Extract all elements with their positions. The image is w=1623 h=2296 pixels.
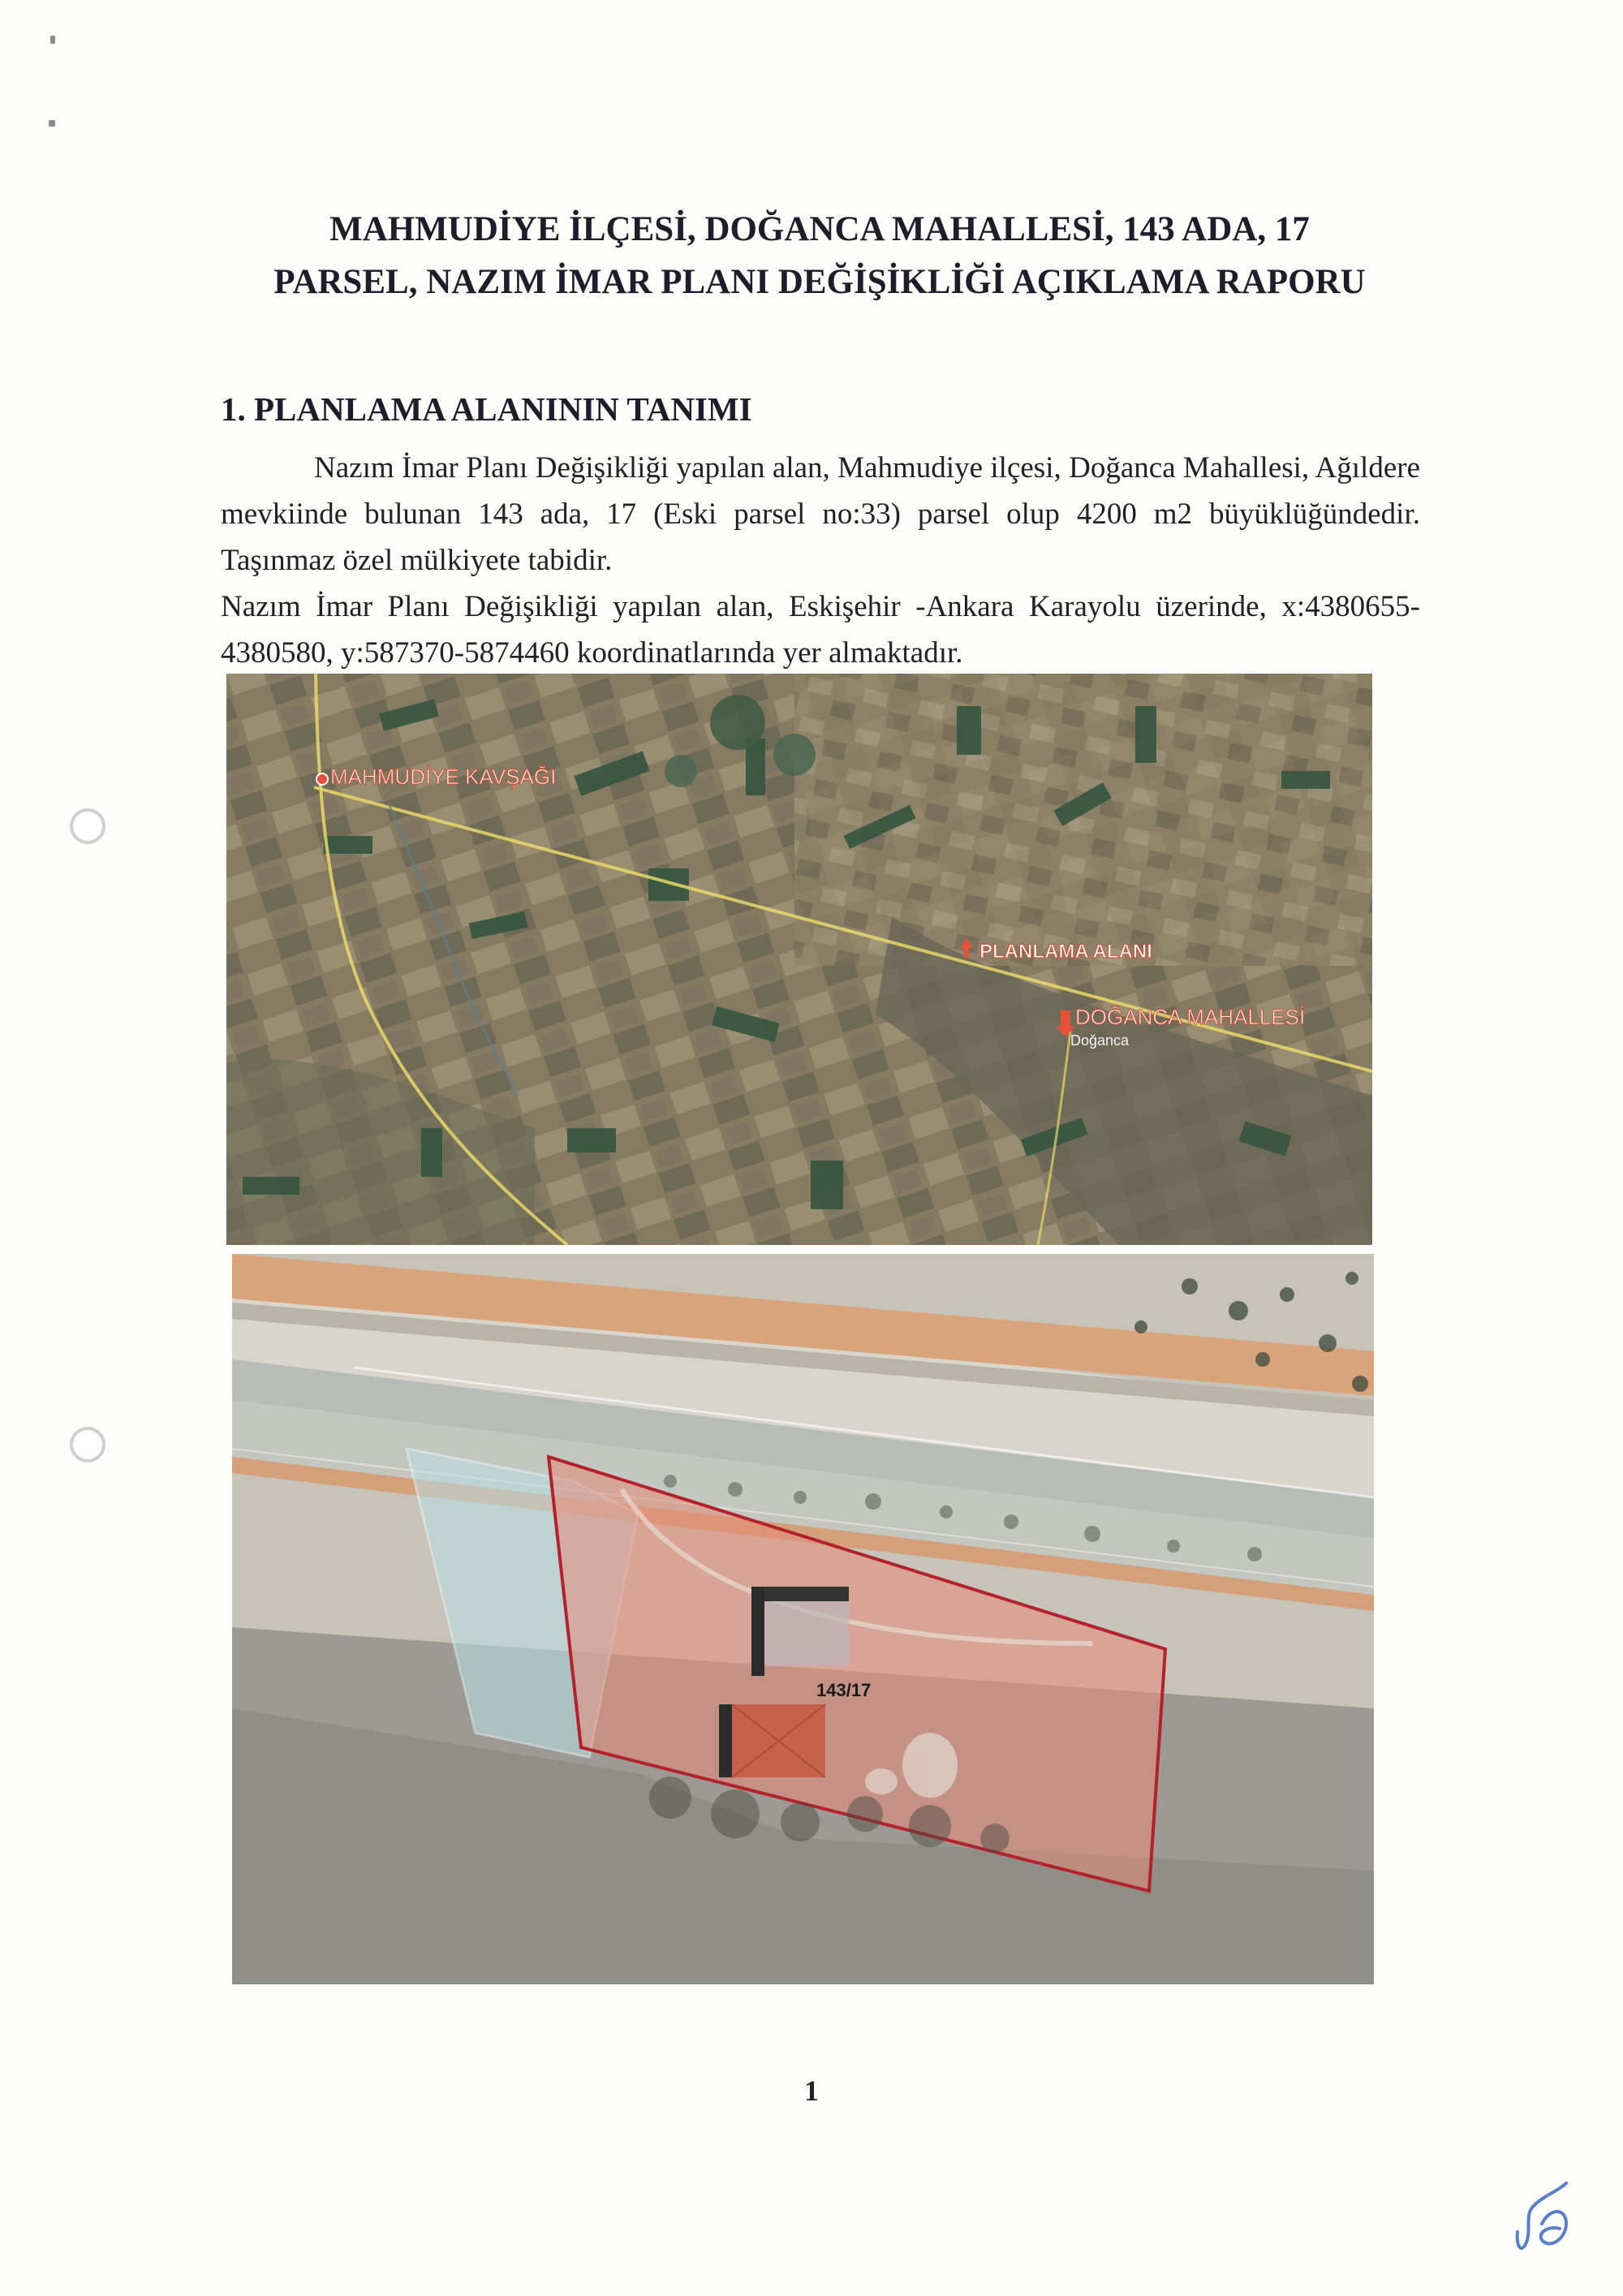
page-title xyxy=(195,203,1444,308)
parcel-map-image xyxy=(232,1254,1374,1984)
scan-speck xyxy=(50,36,55,44)
location-pin-icon xyxy=(316,773,328,785)
location-map-image xyxy=(226,674,1372,1245)
section-heading: 1. PLANLAMA ALANININ TANIMI xyxy=(221,390,752,428)
title-line-2: PARSEL, NAZIM İMAR PLANI DEĞİŞİKLİĞİ AÇIKLAMA RAPORU xyxy=(273,263,1366,301)
paragraph-2: Nazım İmar Planı Değişikliği yapılan alan, Eskişehir -Ankara Karayolu üzerinde, x:4380655-4380580, y:587370-5874460 koordinatlarında yer almaktadır. xyxy=(221,590,1420,670)
village-label: Doğanca xyxy=(1070,1032,1130,1049)
location-map xyxy=(226,674,1372,1245)
junction-label: MAHMUDİYE KAVŞAĞI xyxy=(330,765,557,789)
parcel-label: 143/17 xyxy=(816,1680,872,1700)
paragraph-1: Nazım İmar Planı Değişikliği yapılan alan, Mahmudiye ilçesi, Doğanca Mahallesi, Ağıldere mevkiinde bulunan 143 ada, 17 (Eski parsel no:33) parsel olup 4200 m2 büyüklüğündedir. Taşınmaz özel mülkiyete tabidir. xyxy=(221,451,1420,577)
punch-hole xyxy=(70,808,105,844)
title-line-1: MAHMUDİYE İLÇESİ, DOĞANCA MAHALLESİ, 143 ADA, 17 xyxy=(329,210,1310,248)
parcel-map xyxy=(232,1254,1374,1984)
scan-speck xyxy=(49,120,55,127)
planning-area-label: PLANLAMA ALANI xyxy=(979,941,1152,963)
punch-hole xyxy=(70,1427,105,1462)
handwritten-initials xyxy=(1509,2175,1582,2268)
section-body xyxy=(221,445,1420,676)
neighborhood-label: DOĞANCA MAHALLESİ xyxy=(1075,1005,1306,1029)
page-number: 1 xyxy=(804,2074,819,2107)
